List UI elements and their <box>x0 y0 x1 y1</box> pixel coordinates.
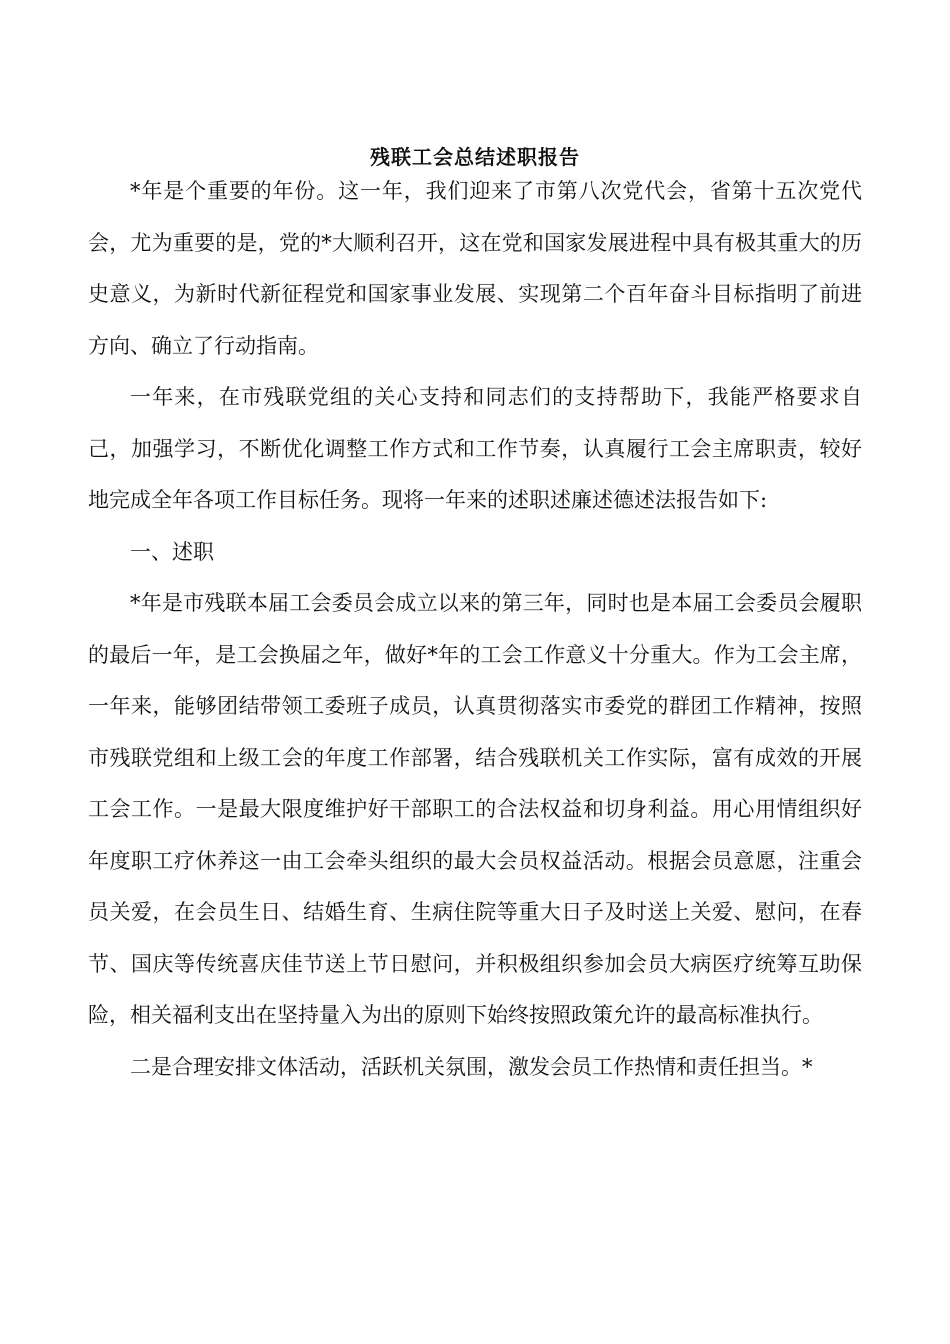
paragraph-duty-detail: *年是市残联本届工会委员会成立以来的第三年，同时也是本届工会委员会履职的最后一年，是工会换届之年，做好*年的工会工作意义十分重大。作为工会主席，一年来，能够团结带领工委班子成员，认真贯彻落实市委党的群团工作精神，按照市残联党组和上级工会的年度工作部署，结合残联机关工作实际，富有成效的开展工会工作。一是最大限度维护好干部职工的合法权益和切身利益。用心用情组织好年度职工疗休养这一由工会牵头组织的最大会员权益活动。根据会员意愿，注重会员关爱，在会员生日、结婚生育、生病住院等重大日子及时送上关爱、慰问，在春节、国庆等传统喜庆佳节送上节日慰问，并积极组织参加会员大病医疗统筹互助保险，相关福利支出在坚持量入为出的原则下始终按照政策允许的最高标准执行。 <box>88 591 862 1027</box>
paragraph-summary: 一年来，在市残联党组的关心支持和同志们的支持帮助下，我能严格要求自己，加强学习，不断优化调整工作方式和工作节奏，认真履行工会主席职责，较好地完成全年各项工作目标任务。现将一年来的述职述廉述德述法报告如下: <box>88 385 862 512</box>
section-heading-duty: 一、述职 <box>130 539 214 564</box>
document-title: 残联工会总结述职报告 <box>370 145 580 169</box>
paragraph-activities: 二是合理安排文体活动，活跃机关氛围，激发会员工作热情和责任担当。* <box>130 1054 813 1079</box>
document-body <box>88 166 862 1093</box>
paragraph-intro: *年是个重要的年份。这一年，我们迎来了市第八次党代会，省第十五次党代会，尤为重要的是，党的*大顺利召开，这在党和国家发展进程中具有极其重大的历史意义，为新时代新征程党和国家事业发展、实现第二个百年奋斗目标指明了前进方向、确立了行动指南。 <box>88 179 862 358</box>
